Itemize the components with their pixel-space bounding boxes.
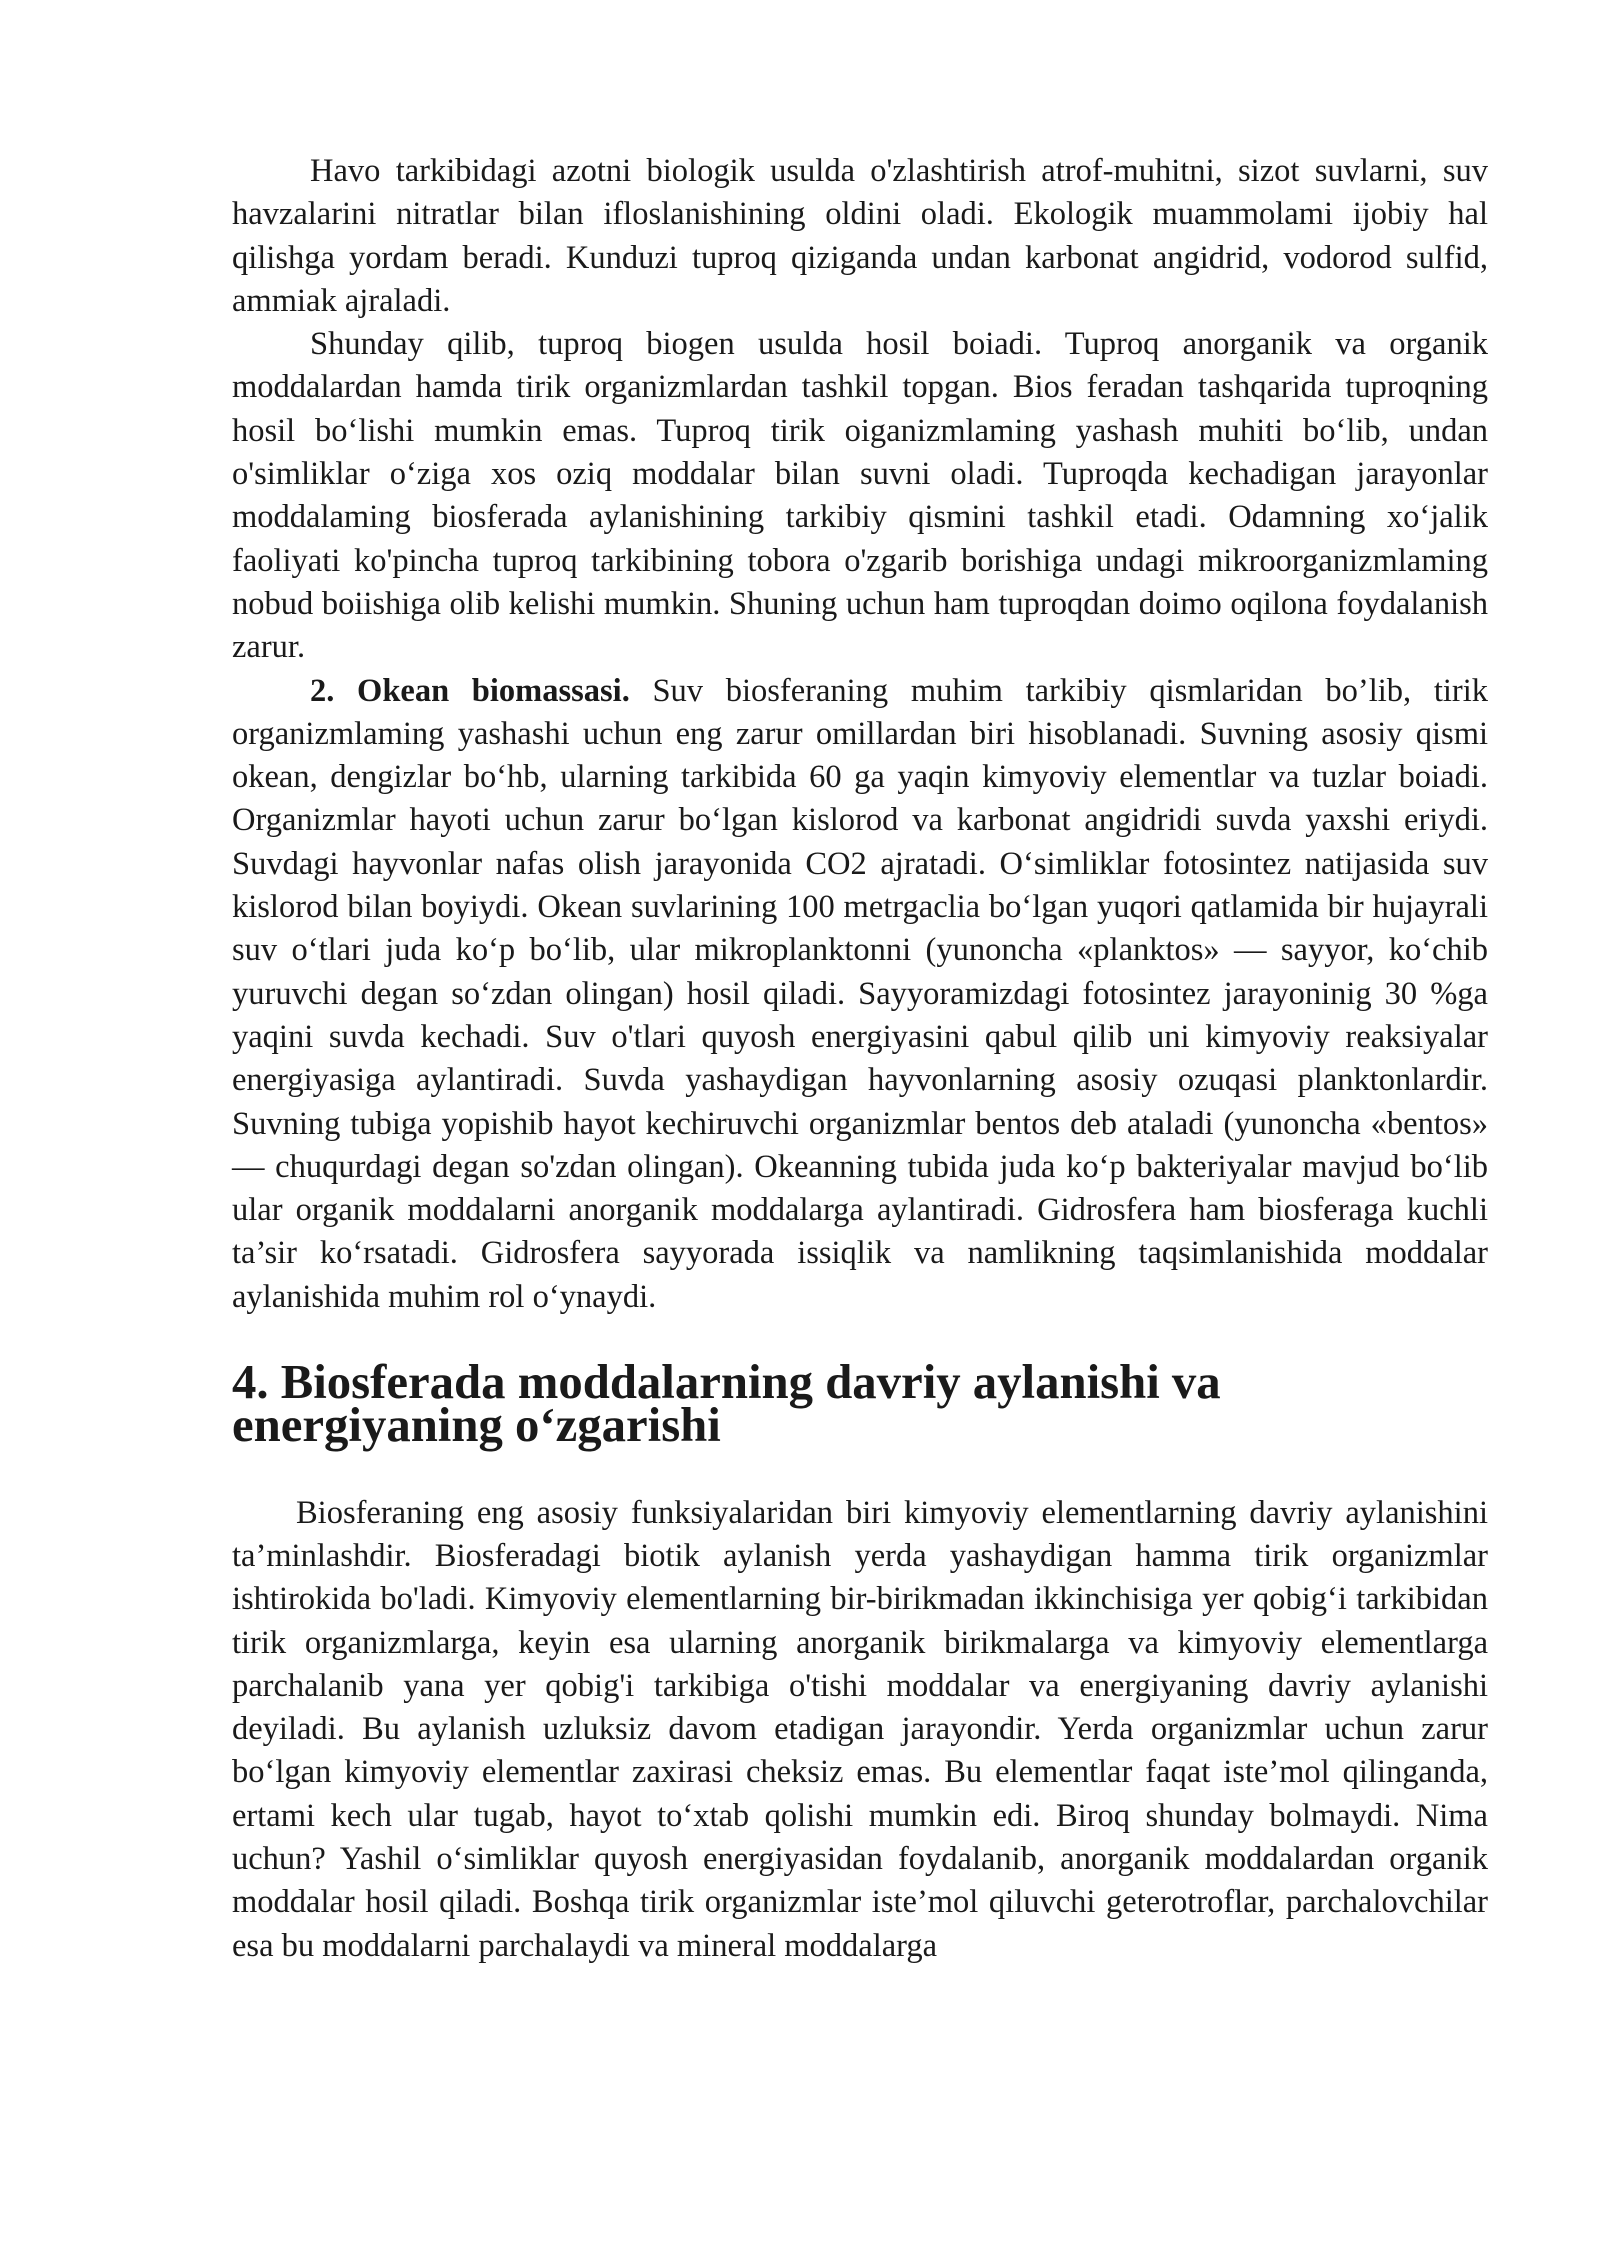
document-page [232,150,1488,1968]
paragraph-lead-ocean-biomass: 2. Okean biomassasi. [310,672,630,709]
section-heading: 4. Biosferada moddalarning davriy aylanishi va energiyaning o‘zgarishi [232,1355,1221,1453]
paragraph-body-ocean-biomass: Suv biosferaning muhim tarkibiy qismlaridan bo’lib, tirik organizmlaming yashashi uchun eng zarur omillardan biri hisoblanadi. Suvning asosiy qismi okean, dengizlar bo‘hb, ularning tarkibida 60 ga yaqin kimyoviy elementlar va tuzlar boiadi. Organizmlar hayoti uchun zarur bo‘lgan kislorod va karbonat angidridi suvda yaxshi eriydi. Suvdagi hayvonlar nafas olish jarayonida CO2 ajratadi. O‘simliklar fotosintez natijasida suv kislorod bilan boyiydi. Okean suvlarining 100 metrgaclia bo‘lgan yuqori qatlamida bir hujayrali suv o‘tlari juda ko‘p bo‘lib, ular mikroplanktonni (yunoncha «planktos» — sayyor, ko‘chib yuruvchi degan so‘zdan olingan) hosil qiladi. Sayyoramizdagi fotosintez jarayoninig 30 %ga yaqini suvda kechadi. Suv o'tlari quyosh energiyasini qabul qilib uni kimyoviy reaksiyalar energiyasiga aylantiradi. Suvda yashaydigan hayvonlarning asosiy ozuqasi planktonlardir. Suvning tubiga yopishib hayot kechiruvchi organizmlar bentos deb ataladi (yunoncha «bentos» — chuqurdagi degan so'zdan olingan). Okeanning tubida juda ko‘p bakteriyalar mavjud bo‘lib ular organik moddalarni anorganik moddalarga aylantiradi. Gidrosfera ham biosferaga kuchli ta’sir ko‘rsatadi. Gidrosfera sayyorada issiqlik va namlikning taqsimlanishida moddalar aylanishida muhim rol o‘ynaydi. [232,672,1488,1315]
paragraph-cycle: Biosferaning eng asosiy funksiyalaridan biri kimyoviy elementlarning davriy aylanishini ta’minlashdir. Biosferadagi biotik aylanish yerda yashaydigan hamma tirik organizmlar ishtirokida bo'ladi. Kimyoviy elementlarning bir-birikmadan ikkinchisiga yer qobig‘i tarkibidan tirik organizmlarga, keyin esa ularning anorganik birikmalarga va kimyoviy elementlarga parchalanib yana yer qobig'i tarkibiga o'tishi moddalar va energiyaning davriy aylanishi deyiladi. Bu aylanish uzluksiz davom etadigan jarayondir. Yerda organizmlar uchun zarur bo‘lgan kimyoviy elementlar zaxirasi cheksiz emas. Bu elementlar faqat iste’mol qilinganda, ertami kech ular tugab, hayot to‘xtab qolishi mumkin edi. Biroq shunday bolmaydi. Nima uchun? Yashil o‘simliklar quyosh energiyasidan foydalanib, anorganik moddalardan organik moddalar hosil qiladi. Boshqa tirik organizmlar iste’mol qiluvchi geterotroflar, parchalovchilar esa bu moddalarni parchalaydi va mineral moddalarga [232,1494,1488,1964]
paragraph-ocean-biomass [232,670,1488,1319]
paragraph-soil: Shunday qilib, tuproq biogen usulda hosil boiadi. Tuproq anorganik va organik moddalardan hamda tirik organizmlardan tashkil topgan. Bios feradan tashqarida tuproqning hosil bo‘lishi mumkin emas. Tuproq tirik oiganizmlaming yashash muhiti bo‘lib, undan o'simliklar o‘ziga xos oziq moddalar bilan suvni oladi. Tuproqda kechadigan jarayonlar moddalaming biosferada aylanishining tarkibiy qismini tashkil etadi. Odamning xo‘jalik faoliyati ko'pincha tuproq tarkibining tobora o'zgarib borishiga undagi mikroorganizmlaming nobud boiishiga olib kelishi mumkin. Shuning uchun ham tuproqdan doimo oqilona foydalanish zarur. [232,326,1488,666]
paragraph-nitrogen: Havo tarkibidagi azotni biologik usulda o'zlashtirish atrof-muhitni, sizot suvlarni, suv havzalarini nitratlar bilan ifloslanishining oldini oladi. Ekologik muammolami ijobiy hal qilishga yordam beradi. Kunduzi tuproq qiziganda undan karbonat angidrid, vodorod sulfid, ammiak ajraladi. [232,153,1488,319]
